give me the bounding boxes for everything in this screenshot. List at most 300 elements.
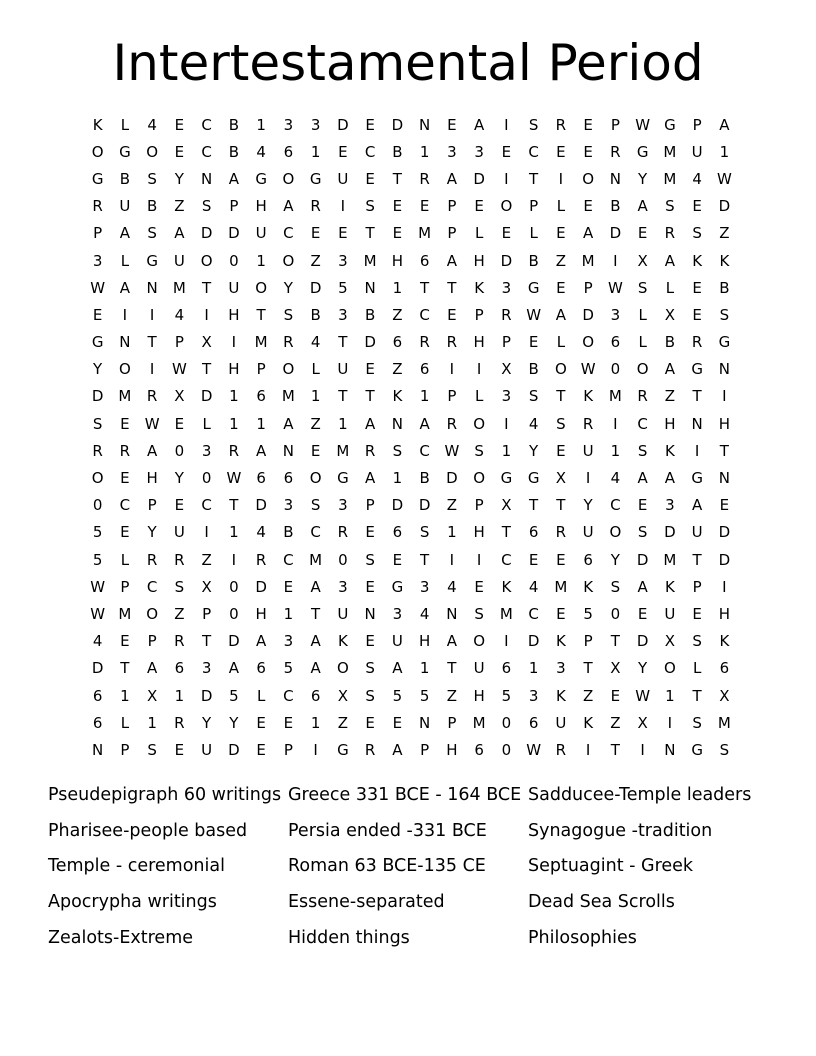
grid-cell[interactable]: P — [147, 496, 157, 515]
grid-cell[interactable]: D — [200, 224, 213, 243]
grid-cell[interactable]: L — [120, 115, 130, 134]
grid-cell[interactable]: I — [640, 740, 645, 759]
grid-cell[interactable]: T — [719, 441, 729, 460]
grid-cell[interactable]: O — [91, 142, 104, 161]
grid-cell[interactable]: X — [201, 577, 212, 596]
grid-cell[interactable]: L — [120, 713, 130, 732]
grid-cell[interactable]: A — [364, 414, 376, 433]
grid-cell[interactable]: H — [473, 523, 485, 542]
grid-cell[interactable]: Y — [174, 469, 184, 488]
grid-cell[interactable]: P — [692, 577, 702, 596]
grid-cell[interactable]: U — [691, 523, 703, 542]
grid-cell[interactable]: X — [501, 496, 512, 515]
grid-cell[interactable]: 5 — [501, 686, 512, 705]
grid-cell[interactable]: E — [365, 169, 375, 188]
grid-cell[interactable]: D — [337, 115, 349, 134]
grid-cell[interactable]: 0 — [174, 441, 185, 460]
grid-cell[interactable]: M — [581, 251, 595, 270]
grid-cell[interactable]: 3 — [392, 604, 403, 623]
grid-cell[interactable]: P — [474, 305, 484, 324]
grid-cell[interactable]: W — [716, 169, 732, 188]
grid-cell[interactable]: W — [90, 278, 106, 297]
grid-cell[interactable]: S — [528, 115, 539, 134]
grid-cell[interactable]: R — [691, 333, 703, 352]
grid-cell[interactable]: C — [637, 414, 648, 433]
grid-cell[interactable]: P — [447, 224, 457, 243]
grid-cell[interactable]: I — [231, 333, 237, 352]
grid-cell[interactable]: U — [337, 169, 349, 188]
grid-cell[interactable]: G — [691, 740, 703, 759]
grid-cell[interactable]: P — [529, 197, 539, 216]
grid-cell[interactable]: I — [340, 197, 346, 216]
grid-cell[interactable]: K — [474, 278, 485, 297]
grid-cell[interactable]: 5 — [92, 550, 103, 569]
grid-cell[interactable]: G — [337, 469, 349, 488]
grid-cell[interactable]: R — [310, 197, 321, 216]
grid-cell[interactable]: S — [147, 169, 157, 188]
grid-cell[interactable]: X — [337, 686, 349, 705]
grid-cell[interactable]: M — [499, 604, 513, 623]
grid-cell[interactable]: Z — [310, 251, 321, 270]
grid-cell[interactable]: Y — [174, 169, 184, 188]
grid-cell[interactable]: L — [556, 333, 566, 352]
grid-cell[interactable]: I — [149, 360, 155, 379]
grid-cell[interactable]: E — [392, 550, 403, 569]
grid-cell[interactable]: L — [256, 686, 266, 705]
grid-cell[interactable]: I — [204, 523, 209, 542]
grid-cell[interactable]: P — [501, 333, 511, 352]
grid-cell[interactable]: A — [446, 169, 457, 188]
grid-cell[interactable]: X — [664, 305, 676, 324]
grid-cell[interactable]: T — [256, 305, 266, 324]
grid-cell[interactable]: R — [582, 414, 594, 433]
grid-cell[interactable]: E — [556, 278, 566, 297]
grid-cell[interactable]: S — [474, 441, 484, 460]
grid-cell[interactable]: D — [718, 523, 731, 542]
grid-cell[interactable]: 6 — [610, 333, 621, 352]
grid-cell[interactable]: B — [392, 142, 403, 161]
grid-cell[interactable]: S — [665, 197, 675, 216]
grid-cell[interactable]: 0 — [338, 550, 348, 569]
grid-cell[interactable]: A — [255, 632, 267, 651]
grid-cell[interactable]: H — [473, 686, 485, 705]
grid-cell[interactable]: W — [607, 278, 623, 297]
grid-cell[interactable]: P — [447, 197, 457, 216]
grid-cell[interactable]: S — [174, 577, 185, 596]
grid-cell[interactable]: A — [283, 197, 294, 216]
grid-cell[interactable]: B — [528, 251, 539, 270]
grid-cell[interactable]: G — [91, 169, 104, 188]
grid-cell[interactable]: E — [556, 550, 566, 569]
grid-cell[interactable]: O — [282, 169, 295, 188]
grid-cell[interactable]: O — [582, 169, 595, 188]
grid-cell[interactable]: T — [583, 659, 593, 678]
grid-cell[interactable]: K — [583, 387, 594, 406]
grid-cell[interactable]: K — [92, 115, 103, 134]
grid-cell[interactable]: O — [636, 360, 649, 379]
grid-cell[interactable]: 4 — [528, 577, 539, 596]
grid-cell[interactable]: W — [635, 115, 651, 134]
grid-cell[interactable]: S — [147, 224, 157, 243]
grid-cell[interactable]: 4 — [256, 142, 266, 161]
grid-cell[interactable]: C — [119, 496, 131, 515]
grid-cell[interactable]: E — [365, 577, 375, 596]
grid-cell[interactable]: P — [474, 496, 484, 515]
grid-cell[interactable]: A — [228, 659, 239, 678]
grid-cell[interactable]: L — [638, 333, 647, 352]
grid-cell[interactable]: S — [474, 604, 484, 623]
grid-cell[interactable]: B — [228, 142, 240, 161]
grid-cell[interactable]: O — [336, 659, 349, 678]
grid-cell[interactable]: E — [528, 333, 539, 352]
grid-cell[interactable]: 3 — [338, 496, 348, 515]
grid-cell[interactable]: E — [174, 740, 185, 759]
grid-cell[interactable]: Y — [93, 360, 103, 379]
grid-cell[interactable]: E — [256, 740, 266, 759]
grid-cell[interactable]: X — [501, 360, 512, 379]
grid-cell[interactable]: B — [310, 305, 321, 324]
grid-cell[interactable]: T — [392, 169, 402, 188]
grid-cell[interactable]: W — [90, 577, 106, 596]
grid-cell[interactable]: R — [92, 441, 103, 460]
grid-cell[interactable]: 4 — [174, 305, 185, 324]
grid-cell[interactable]: E — [583, 115, 593, 134]
grid-cell[interactable]: E — [174, 414, 185, 433]
grid-cell[interactable]: Z — [310, 414, 321, 433]
grid-cell[interactable]: E — [528, 550, 539, 569]
grid-cell[interactable]: A — [119, 224, 130, 243]
grid-cell[interactable]: M — [363, 251, 377, 270]
grid-cell[interactable]: Z — [446, 496, 458, 515]
grid-cell[interactable]: I — [476, 360, 482, 379]
grid-cell[interactable]: T — [447, 659, 457, 678]
grid-cell[interactable]: R — [637, 387, 648, 406]
grid-cell[interactable]: N — [364, 604, 376, 623]
grid-cell[interactable]: T — [692, 550, 702, 569]
grid-cell[interactable]: 6 — [528, 523, 539, 542]
grid-cell[interactable]: H — [664, 414, 676, 433]
grid-cell[interactable]: R — [92, 197, 103, 216]
grid-cell[interactable]: 6 — [419, 251, 430, 270]
grid-cell[interactable]: C — [201, 496, 212, 515]
grid-cell[interactable]: R — [337, 523, 349, 542]
grid-cell[interactable]: D — [391, 496, 404, 515]
grid-cell[interactable]: U — [337, 360, 349, 379]
grid-cell[interactable]: E — [637, 496, 648, 515]
grid-cell[interactable]: N — [419, 115, 431, 134]
grid-cell[interactable]: G — [664, 115, 676, 134]
grid-cell[interactable]: R — [419, 169, 430, 188]
grid-cell[interactable]: P — [93, 224, 103, 243]
grid-cell[interactable]: S — [365, 686, 375, 705]
grid-cell[interactable]: Z — [555, 251, 567, 270]
grid-cell[interactable]: 3 — [92, 251, 103, 270]
grid-cell[interactable]: 6 — [92, 686, 103, 705]
grid-cell[interactable]: X — [664, 632, 676, 651]
grid-cell[interactable]: E — [692, 197, 702, 216]
grid-cell[interactable]: S — [719, 740, 730, 759]
grid-cell[interactable]: 1 — [419, 659, 430, 678]
grid-cell[interactable]: L — [202, 414, 211, 433]
grid-cell[interactable]: Z — [719, 224, 730, 243]
grid-cell[interactable]: T — [610, 740, 620, 759]
grid-cell[interactable]: C — [146, 577, 158, 596]
grid-cell[interactable]: T — [147, 333, 157, 352]
grid-cell[interactable]: G — [146, 251, 158, 270]
grid-cell[interactable]: 0 — [201, 469, 212, 488]
grid-cell[interactable]: U — [228, 278, 240, 297]
grid-cell[interactable]: E — [501, 224, 512, 243]
grid-cell[interactable]: D — [582, 305, 594, 324]
grid-cell[interactable]: 3 — [447, 142, 457, 161]
grid-cell[interactable]: 1 — [256, 414, 266, 433]
grid-cell[interactable]: X — [610, 659, 621, 678]
grid-cell[interactable]: S — [556, 414, 566, 433]
grid-cell[interactable]: G — [255, 169, 267, 188]
grid-cell[interactable]: N — [718, 360, 730, 379]
grid-cell[interactable]: G — [691, 469, 703, 488]
grid-cell[interactable]: T — [365, 387, 375, 406]
grid-cell[interactable]: 1 — [338, 414, 348, 433]
grid-cell[interactable]: N — [92, 740, 104, 759]
grid-cell[interactable]: 1 — [392, 278, 403, 297]
grid-cell[interactable]: G — [91, 333, 104, 352]
grid-cell[interactable]: 4 — [692, 169, 702, 188]
grid-cell[interactable]: H — [255, 197, 267, 216]
grid-cell[interactable]: D — [200, 387, 213, 406]
grid-cell[interactable]: S — [392, 441, 403, 460]
grid-cell[interactable]: T — [120, 659, 130, 678]
grid-cell[interactable]: 6 — [256, 387, 266, 406]
grid-cell[interactable]: S — [610, 577, 621, 596]
grid-cell[interactable]: Z — [174, 197, 185, 216]
grid-cell[interactable]: U — [691, 142, 703, 161]
grid-cell[interactable]: B — [419, 469, 430, 488]
grid-cell[interactable]: K — [555, 686, 566, 705]
grid-cell[interactable]: A — [555, 305, 566, 324]
grid-cell[interactable]: E — [692, 278, 702, 297]
grid-cell[interactable]: T — [202, 278, 212, 297]
grid-cell[interactable]: B — [283, 523, 294, 542]
grid-cell[interactable]: R — [146, 550, 158, 569]
grid-cell[interactable]: 4 — [528, 414, 539, 433]
grid-cell[interactable]: E — [365, 523, 375, 542]
grid-cell[interactable]: 3 — [338, 305, 348, 324]
grid-cell[interactable]: 3 — [501, 387, 512, 406]
grid-cell[interactable]: E — [365, 360, 375, 379]
grid-cell[interactable]: D — [364, 333, 376, 352]
grid-cell[interactable]: A — [310, 659, 321, 678]
grid-cell[interactable]: E — [338, 142, 348, 161]
grid-cell[interactable]: O — [473, 469, 486, 488]
grid-cell[interactable]: D — [446, 469, 458, 488]
grid-cell[interactable]: H — [228, 305, 240, 324]
grid-cell[interactable]: A — [637, 577, 648, 596]
grid-cell[interactable]: 3 — [665, 496, 675, 515]
grid-cell[interactable]: A — [310, 577, 321, 596]
grid-cell[interactable]: M — [118, 387, 132, 406]
grid-cell[interactable]: 6 — [501, 659, 512, 678]
grid-cell[interactable]: C — [201, 115, 212, 134]
grid-cell[interactable]: O — [91, 469, 104, 488]
grid-cell[interactable]: R — [364, 740, 376, 759]
grid-cell[interactable]: U — [201, 740, 213, 759]
grid-cell[interactable]: N — [201, 169, 213, 188]
grid-cell[interactable]: O — [473, 632, 486, 651]
grid-cell[interactable]: 6 — [310, 686, 321, 705]
grid-cell[interactable]: E — [120, 414, 130, 433]
grid-cell[interactable]: M — [608, 387, 622, 406]
grid-cell[interactable]: O — [500, 197, 513, 216]
grid-cell[interactable]: Z — [582, 686, 594, 705]
grid-cell[interactable]: 1 — [256, 115, 266, 134]
grid-cell[interactable]: E — [637, 604, 648, 623]
grid-cell[interactable]: Z — [201, 550, 212, 569]
grid-cell[interactable]: Z — [174, 604, 185, 623]
grid-cell[interactable]: A — [228, 169, 239, 188]
grid-cell[interactable]: A — [637, 197, 648, 216]
grid-cell[interactable]: A — [637, 469, 648, 488]
grid-cell[interactable]: M — [336, 441, 350, 460]
grid-cell[interactable]: 1 — [501, 441, 512, 460]
grid-cell[interactable]: I — [504, 632, 509, 651]
grid-cell[interactable]: P — [447, 713, 457, 732]
grid-cell[interactable]: 5 — [338, 278, 348, 297]
grid-cell[interactable]: U — [555, 713, 567, 732]
grid-cell[interactable]: M — [118, 604, 132, 623]
grid-cell[interactable]: E — [92, 305, 103, 324]
grid-cell[interactable]: 0 — [229, 577, 239, 596]
grid-cell[interactable]: I — [204, 305, 209, 324]
grid-cell[interactable]: P — [583, 278, 593, 297]
grid-cell[interactable]: 0 — [229, 604, 239, 623]
grid-cell[interactable]: 5 — [392, 686, 403, 705]
grid-cell[interactable]: Y — [638, 659, 648, 678]
grid-cell[interactable]: W — [90, 604, 106, 623]
grid-cell[interactable]: M — [554, 577, 568, 596]
grid-cell[interactable]: 3 — [310, 115, 321, 134]
grid-cell[interactable]: 1 — [256, 251, 266, 270]
grid-cell[interactable]: E — [474, 577, 484, 596]
grid-cell[interactable]: O — [146, 142, 159, 161]
grid-cell[interactable]: N — [119, 333, 131, 352]
grid-cell[interactable]: E — [692, 305, 702, 324]
grid-cell[interactable]: L — [692, 659, 702, 678]
grid-cell[interactable]: S — [637, 441, 648, 460]
grid-cell[interactable]: O — [309, 469, 322, 488]
grid-cell[interactable]: E — [474, 197, 484, 216]
grid-cell[interactable]: U — [473, 659, 485, 678]
grid-cell[interactable]: K — [337, 632, 348, 651]
grid-cell[interactable]: 1 — [229, 414, 239, 433]
grid-cell[interactable]: W — [226, 469, 242, 488]
grid-cell[interactable]: E — [692, 604, 702, 623]
grid-cell[interactable]: R — [555, 523, 567, 542]
grid-cell[interactable]: 5 — [92, 523, 103, 542]
grid-cell[interactable]: D — [228, 224, 240, 243]
grid-cell[interactable]: C — [528, 604, 539, 623]
grid-cell[interactable]: Y — [529, 441, 539, 460]
grid-cell[interactable]: S — [365, 659, 375, 678]
grid-cell[interactable]: A — [119, 278, 130, 297]
grid-cell[interactable]: 3 — [338, 251, 348, 270]
grid-cell[interactable]: T — [501, 523, 511, 542]
grid-cell[interactable]: R — [174, 632, 185, 651]
grid-cell[interactable]: T — [556, 387, 566, 406]
grid-cell[interactable]: H — [473, 251, 485, 270]
grid-cell[interactable]: C — [283, 550, 294, 569]
grid-cell[interactable]: T — [610, 632, 620, 651]
grid-cell[interactable]: W — [580, 360, 596, 379]
grid-cell[interactable]: D — [418, 496, 431, 515]
grid-cell[interactable]: E — [365, 115, 375, 134]
grid-cell[interactable]: B — [528, 360, 539, 379]
grid-cell[interactable]: 5 — [283, 659, 294, 678]
grid-cell[interactable]: K — [692, 251, 703, 270]
grid-cell[interactable]: 3 — [201, 659, 212, 678]
grid-cell[interactable]: N — [146, 278, 158, 297]
grid-cell[interactable]: R — [228, 441, 240, 460]
grid-cell[interactable]: 0 — [92, 496, 103, 515]
grid-cell[interactable]: R — [146, 387, 158, 406]
grid-cell[interactable]: 3 — [556, 659, 566, 678]
grid-cell[interactable]: A — [664, 251, 675, 270]
grid-cell[interactable]: U — [582, 523, 594, 542]
grid-cell[interactable]: 1 — [229, 523, 239, 542]
grid-cell[interactable]: 6 — [256, 469, 266, 488]
grid-cell[interactable]: L — [474, 224, 484, 243]
grid-cell[interactable]: B — [719, 278, 730, 297]
grid-cell[interactable]: E — [365, 632, 375, 651]
grid-cell[interactable]: 4 — [256, 523, 266, 542]
grid-cell[interactable]: G — [527, 469, 540, 488]
grid-cell[interactable]: E — [310, 224, 321, 243]
grid-cell[interactable]: U — [337, 604, 349, 623]
grid-cell[interactable]: A — [446, 251, 457, 270]
grid-cell[interactable]: T — [202, 360, 212, 379]
grid-cell[interactable]: G — [309, 169, 322, 188]
grid-cell[interactable]: E — [120, 523, 130, 542]
grid-cell[interactable]: E — [501, 142, 512, 161]
grid-cell[interactable]: E — [419, 197, 430, 216]
grid-cell[interactable]: G — [500, 469, 513, 488]
grid-cell[interactable]: Z — [337, 713, 349, 732]
grid-cell[interactable]: 5 — [229, 686, 239, 705]
grid-cell[interactable]: K — [719, 251, 730, 270]
grid-cell[interactable]: A — [446, 632, 457, 651]
grid-cell[interactable]: A — [664, 469, 675, 488]
grid-cell[interactable]: O — [554, 360, 567, 379]
grid-cell[interactable]: E — [256, 713, 266, 732]
grid-cell[interactable]: T — [529, 169, 539, 188]
grid-cell[interactable]: E — [583, 197, 593, 216]
grid-cell[interactable]: 1 — [665, 686, 675, 705]
grid-cell[interactable]: A — [146, 659, 158, 678]
grid-cell[interactable]: H — [255, 604, 267, 623]
grid-cell[interactable]: 5 — [419, 686, 430, 705]
grid-cell[interactable]: E — [174, 115, 185, 134]
grid-cell[interactable]: A — [664, 360, 675, 379]
grid-cell[interactable]: Y — [229, 713, 239, 732]
grid-cell[interactable]: G — [337, 740, 349, 759]
grid-cell[interactable]: U — [582, 441, 594, 460]
grid-cell[interactable]: R — [555, 740, 567, 759]
grid-cell[interactable]: C — [528, 142, 539, 161]
grid-cell[interactable]: W — [144, 414, 160, 433]
grid-cell[interactable]: 6 — [256, 659, 266, 678]
grid-cell[interactable]: I — [558, 169, 564, 188]
grid-cell[interactable]: Y — [638, 169, 648, 188]
